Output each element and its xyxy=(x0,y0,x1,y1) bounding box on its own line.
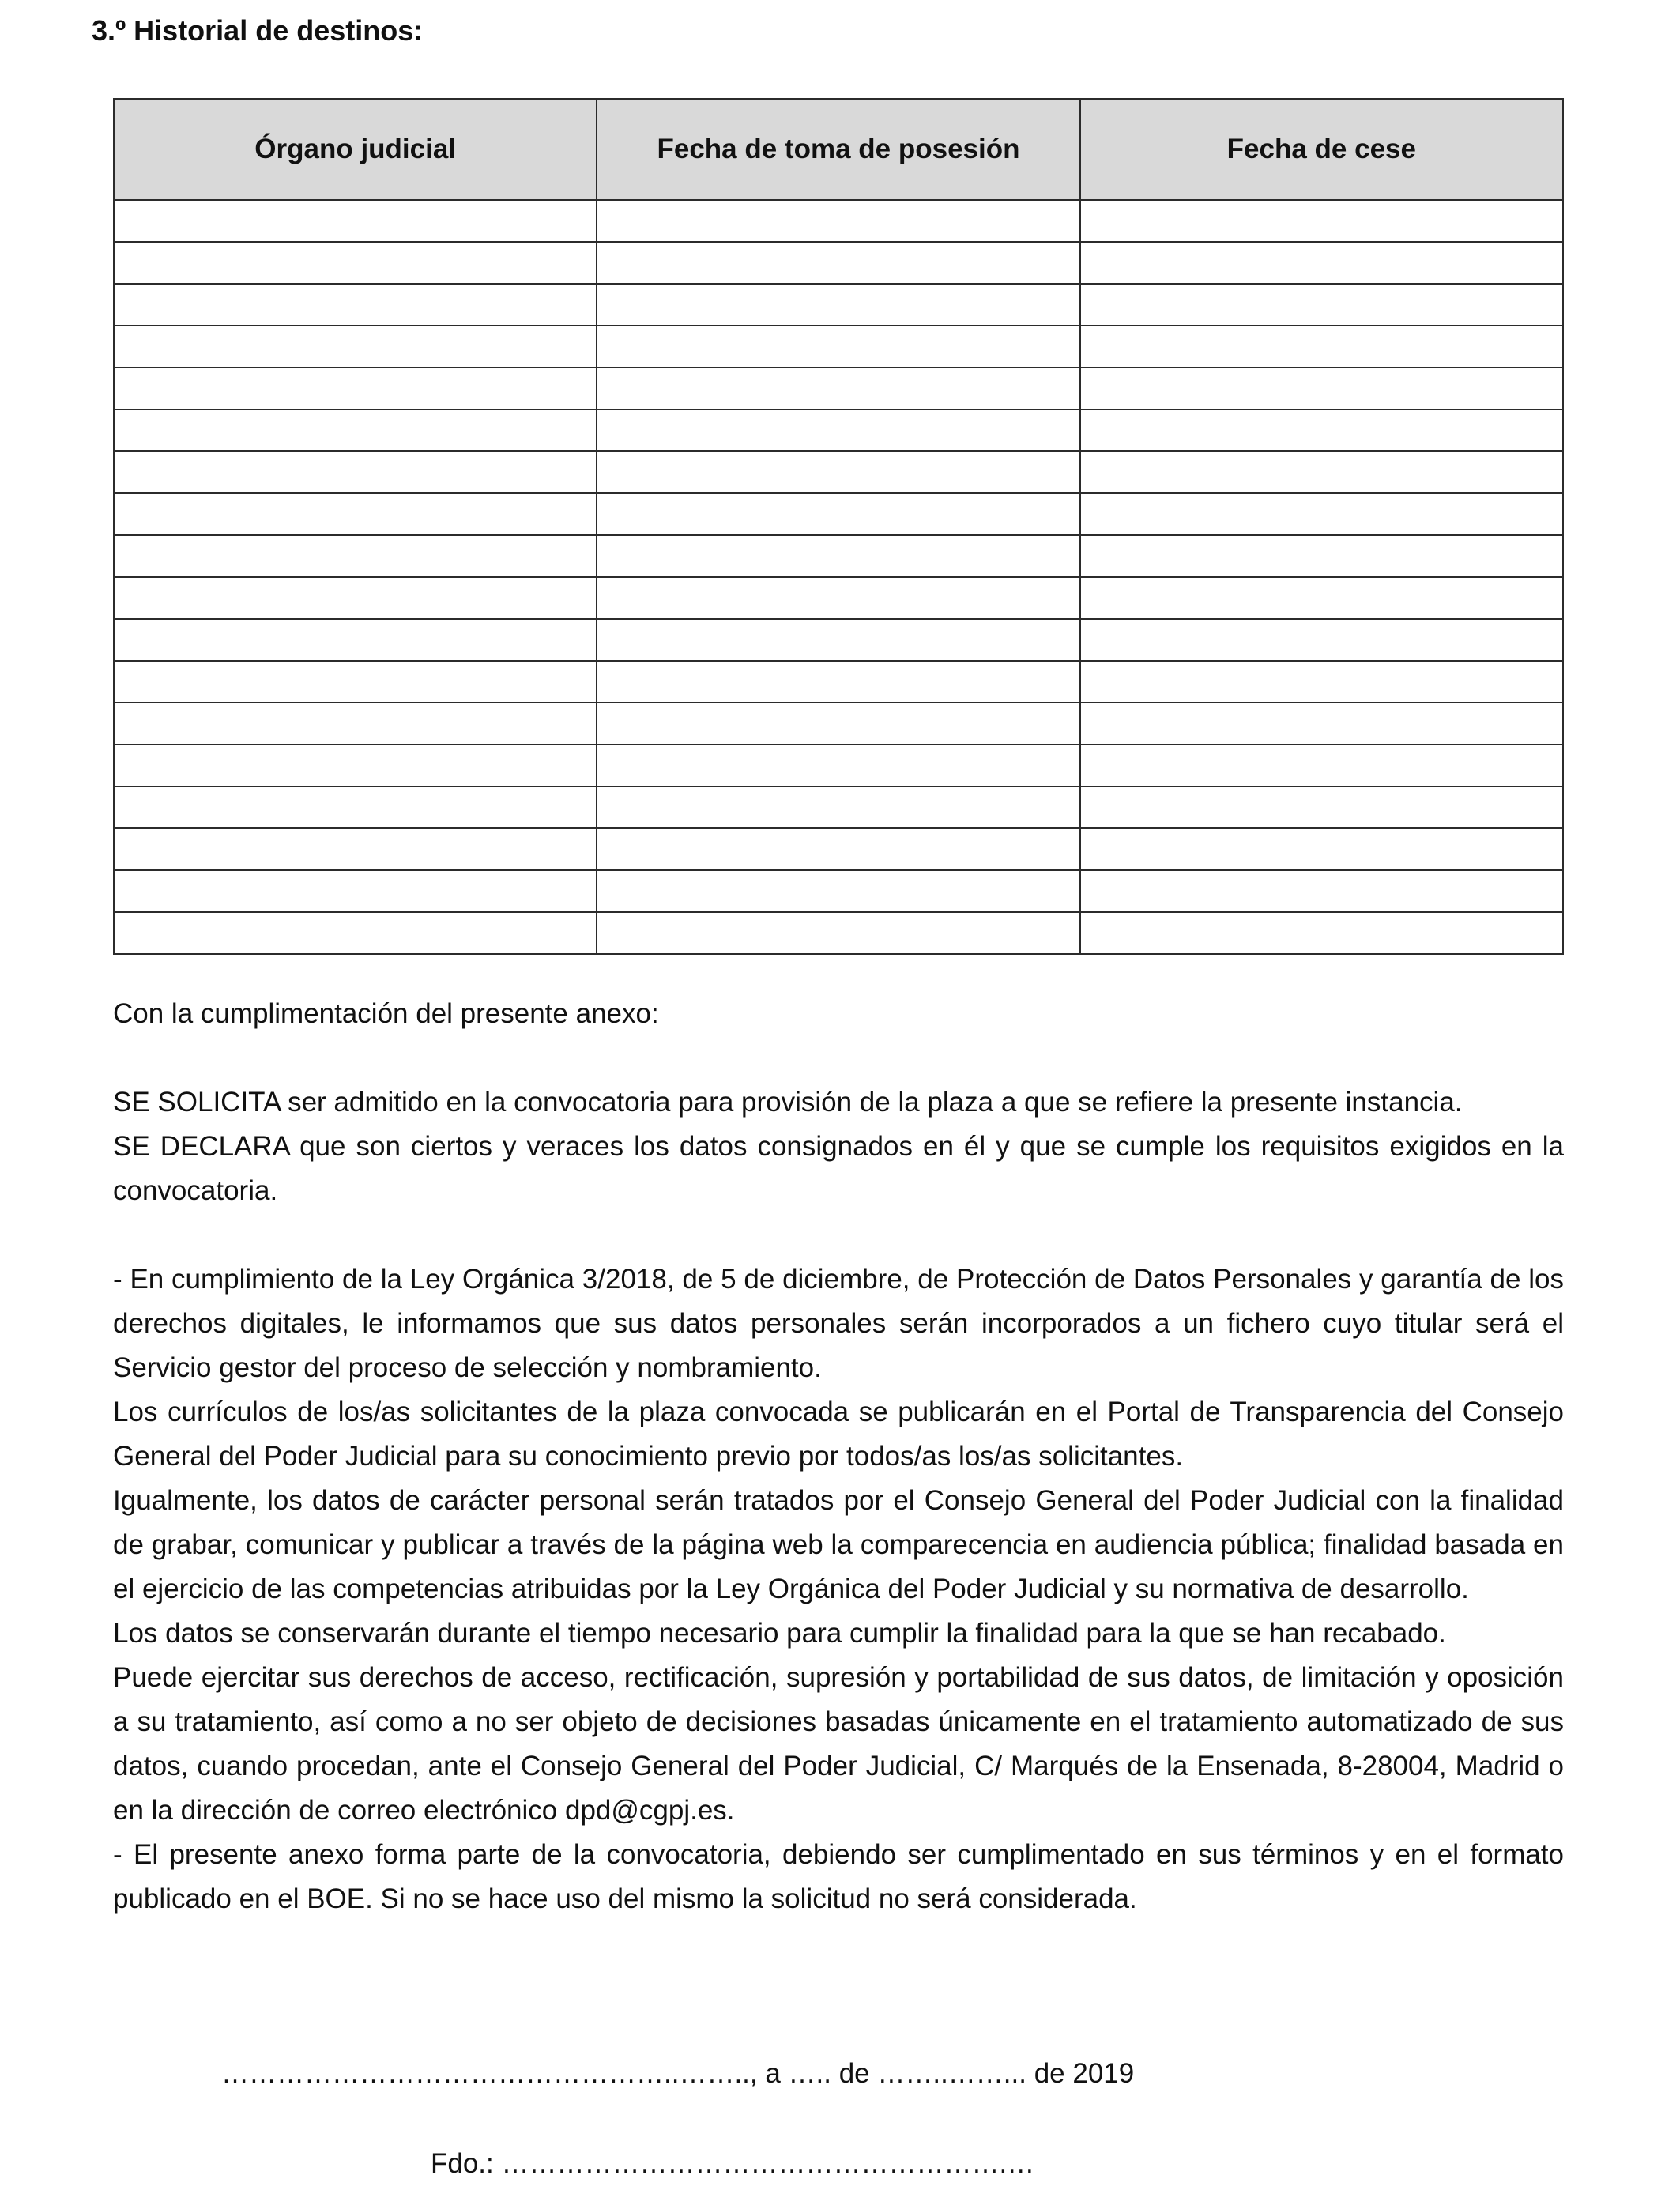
anexo-paragraph: - El presente anexo forma parte de la convocatoria, debiendo ser cumplimentado en sus términos y en el formato publicado en el BOE. Si no se hace uso del mismo la solicitud no será considerada. xyxy=(113,1839,1564,1914)
cell-fecha-cese[interactable] xyxy=(1080,535,1563,577)
cell-fecha-cese[interactable] xyxy=(1080,619,1563,661)
cell-fecha-toma-posesion[interactable] xyxy=(597,577,1079,619)
proteccion-datos-paragraph: - En cumplimiento de la Ley Orgánica 3/2018, de 5 de diciembre, de Protección de Datos Personales y garantía de los derechos digitales, le informamos que sus datos personales serán incorporados a un fichero cuyo titular será el Servicio gestor del proceso de selección y nombramiento. xyxy=(113,1264,1564,1383)
cell-fecha-toma-posesion[interactable] xyxy=(597,409,1079,451)
table-row xyxy=(114,745,1563,786)
cell-organo-judicial[interactable] xyxy=(114,326,597,368)
cell-organo-judicial[interactable] xyxy=(114,619,597,661)
cell-organo-judicial[interactable] xyxy=(114,451,597,493)
table-row xyxy=(114,912,1563,954)
cell-fecha-toma-posesion[interactable] xyxy=(597,828,1079,870)
solicita-paragraph: SE SOLICITA ser admitido en la convocatoria para provisión de la plaza a que se refiere la presente instancia. xyxy=(113,1087,1463,1118)
cell-fecha-cese[interactable] xyxy=(1080,409,1563,451)
table-row xyxy=(114,242,1563,284)
table-row xyxy=(114,661,1563,703)
cell-fecha-toma-posesion[interactable] xyxy=(597,493,1079,535)
cell-organo-judicial[interactable] xyxy=(114,661,597,703)
destinations-table xyxy=(113,98,1564,955)
intro-paragraph: Con la cumplimentación del presente anexo: xyxy=(113,998,659,1029)
table-row xyxy=(114,409,1563,451)
cell-organo-judicial[interactable] xyxy=(114,870,597,912)
signature-name-line: Fdo.: ……………………………………………….… xyxy=(431,2148,1035,2179)
table-row xyxy=(114,326,1563,368)
table-row xyxy=(114,786,1563,828)
cell-fecha-toma-posesion[interactable] xyxy=(597,535,1079,577)
cell-organo-judicial[interactable] xyxy=(114,703,597,745)
cell-fecha-toma-posesion[interactable] xyxy=(597,703,1079,745)
cell-fecha-toma-posesion[interactable] xyxy=(597,326,1079,368)
cell-fecha-cese[interactable] xyxy=(1080,200,1563,242)
cell-fecha-toma-posesion[interactable] xyxy=(597,786,1079,828)
cell-fecha-cese[interactable] xyxy=(1080,242,1563,284)
table-body xyxy=(114,200,1563,954)
cell-fecha-toma-posesion[interactable] xyxy=(597,870,1079,912)
cell-fecha-cese[interactable] xyxy=(1080,493,1563,535)
cell-organo-judicial[interactable] xyxy=(114,284,597,326)
signature-date-line: …………………………………………..…….., a ….. de ……..……... de 2019 xyxy=(221,2058,1135,2089)
cell-fecha-toma-posesion[interactable] xyxy=(597,661,1079,703)
cell-fecha-cese[interactable] xyxy=(1080,786,1563,828)
igualmente-paragraph: Igualmente, los datos de carácter personal serán tratados por el Consejo General del Poder Judicial con la finalidad de grabar, comunicar y publicar a través de la página web la comparecencia en audiencia pública; finalidad basada en el ejercicio de las competencias atribuidas por la Ley Orgánica del Poder Judicial y su normativa de desarrollo. xyxy=(113,1485,1564,1604)
table-header-row xyxy=(114,99,1563,200)
cell-organo-judicial[interactable] xyxy=(114,409,597,451)
cell-fecha-cese[interactable] xyxy=(1080,703,1563,745)
cell-fecha-toma-posesion[interactable] xyxy=(597,745,1079,786)
cell-organo-judicial[interactable] xyxy=(114,786,597,828)
cell-organo-judicial[interactable] xyxy=(114,200,597,242)
declaration-text xyxy=(113,992,1564,1921)
cell-fecha-toma-posesion[interactable] xyxy=(597,368,1079,409)
table-row xyxy=(114,200,1563,242)
cell-fecha-cese[interactable] xyxy=(1080,368,1563,409)
declara-paragraph: SE DECLARA que son ciertos y veraces los datos consignados en él y que se cumple los requisitos exigidos en la convocatoria. xyxy=(113,1131,1564,1206)
cell-organo-judicial[interactable] xyxy=(114,745,597,786)
cell-fecha-cese[interactable] xyxy=(1080,661,1563,703)
header-fecha-cese: Fecha de cese xyxy=(1080,99,1563,200)
paragraph-gap xyxy=(113,1036,1564,1080)
cell-fecha-cese[interactable] xyxy=(1080,828,1563,870)
cell-organo-judicial[interactable] xyxy=(114,242,597,284)
cell-fecha-cese[interactable] xyxy=(1080,284,1563,326)
cell-fecha-toma-posesion[interactable] xyxy=(597,912,1079,954)
derechos-paragraph: Puede ejercitar sus derechos de acceso, rectificación, supresión y portabilidad de sus datos, de limitación y oposición a su tratamiento, así como a no ser objeto de decisiones basadas únicamente en el tratamiento automatizado de sus datos, cuando procedan, ante el Consejo General del Poder Judicial, C/ Marqués de la Ensenada, 8-28004, Madrid o en la dirección de correo electrónico dpd@cgpj.es. xyxy=(113,1662,1564,1826)
table-row xyxy=(114,870,1563,912)
cell-organo-judicial[interactable] xyxy=(114,577,597,619)
header-organo-judicial: Órgano judicial xyxy=(114,99,597,200)
table-row xyxy=(114,703,1563,745)
cell-organo-judicial[interactable] xyxy=(114,535,597,577)
cell-fecha-toma-posesion[interactable] xyxy=(597,619,1079,661)
paragraph-gap xyxy=(113,1213,1564,1257)
curriculos-paragraph: Los currículos de los/as solicitantes de la plaza convocada se publicarán en el Portal de Transparencia del Consejo General del Poder Judicial para su conocimiento previo por todos/as los/as solicitantes. xyxy=(113,1397,1564,1472)
table-row xyxy=(114,828,1563,870)
table-row xyxy=(114,368,1563,409)
conservacion-paragraph: Los datos se conservarán durante el tiempo necesario para cumplir la finalidad para la que se han recabado. xyxy=(113,1618,1446,1649)
cell-fecha-cese[interactable] xyxy=(1080,870,1563,912)
table-row xyxy=(114,284,1563,326)
header-fecha-toma-posesion: Fecha de toma de posesión xyxy=(597,99,1079,200)
table-row xyxy=(114,493,1563,535)
cell-fecha-cese[interactable] xyxy=(1080,745,1563,786)
cell-fecha-cese[interactable] xyxy=(1080,326,1563,368)
cell-fecha-toma-posesion[interactable] xyxy=(597,451,1079,493)
cell-fecha-cese[interactable] xyxy=(1080,451,1563,493)
cell-organo-judicial[interactable] xyxy=(114,912,597,954)
cell-fecha-toma-posesion[interactable] xyxy=(597,242,1079,284)
table-row xyxy=(114,451,1563,493)
cell-fecha-toma-posesion[interactable] xyxy=(597,284,1079,326)
table-row xyxy=(114,577,1563,619)
cell-fecha-cese[interactable] xyxy=(1080,912,1563,954)
cell-fecha-toma-posesion[interactable] xyxy=(597,200,1079,242)
table-row xyxy=(114,535,1563,577)
cell-organo-judicial[interactable] xyxy=(114,368,597,409)
destinations-table-container xyxy=(113,98,1564,955)
table-row xyxy=(114,619,1563,661)
section-title: 3.º Historial de destinos: xyxy=(92,14,424,47)
cell-fecha-cese[interactable] xyxy=(1080,577,1563,619)
cell-organo-judicial[interactable] xyxy=(114,828,597,870)
cell-organo-judicial[interactable] xyxy=(114,493,597,535)
